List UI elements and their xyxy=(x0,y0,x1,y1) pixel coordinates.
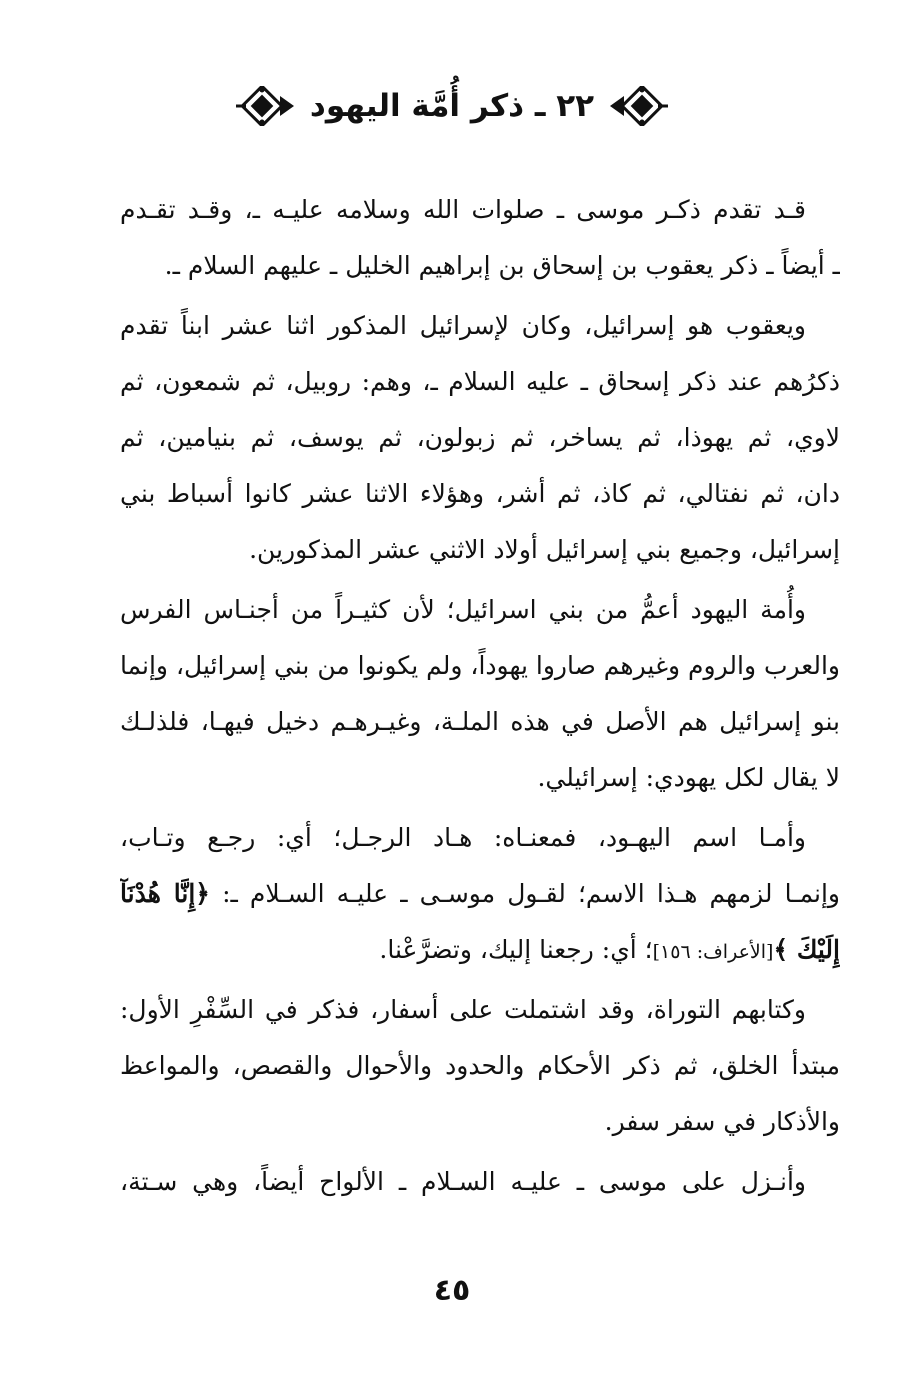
ornament-left-icon xyxy=(234,86,296,126)
quran-verse-start xyxy=(120,879,210,908)
quran-bracket-open: ﴿ xyxy=(195,879,210,908)
text-line: لاوي، ثم يهوذا، ثم يساخر، ثم زبولون، ثم يوسف، ثم بنيامين، ثم xyxy=(120,423,840,452)
chapter-number: ٢٢ xyxy=(556,88,595,124)
page-title xyxy=(310,88,594,124)
ornament-right-icon xyxy=(608,86,670,126)
text-line: وكتابهم التوراة، وقد اشتملت على أسفار، فذكر في السِّفْرِ الأول: xyxy=(120,995,806,1024)
paragraph-4 xyxy=(120,810,840,978)
text-line: وأُمة اليهود أعمُّ من بني اسرائيل؛ لأن كثيـراً من أجنـاس الفرس xyxy=(120,595,806,624)
line-text: ؛ أي: رجعنا إليك، وتضرَّعْنا. xyxy=(379,935,653,964)
quran-text-part1: إِنَّا هُدْنَآ xyxy=(120,879,196,908)
quran-verse-end xyxy=(773,935,840,964)
text-line: إسرائيل، وجميع بني إسرائيل أولاد الاثني عشر المذكورين. xyxy=(249,535,840,564)
text-line: لا يقال لكل يهودي: إسرائيلي. xyxy=(537,763,840,792)
text-line xyxy=(120,922,840,978)
text-line: قـد تقدم ذكـر موسى ـ صلوات الله وسلامه عليـه ـ، وقـد تقـدم xyxy=(120,195,806,224)
text-line xyxy=(120,866,840,922)
quran-bracket-close: ﴾ xyxy=(773,935,789,964)
line-text: وإنمـا لزمهم هـذا الاسم؛ لقـول موسـى ـ عليـه السـلام ـ: xyxy=(222,879,840,908)
body-text xyxy=(120,182,840,1210)
paragraph-2 xyxy=(120,298,840,578)
paragraph-1 xyxy=(120,182,840,294)
chapter-title: ذكر أُمَّة اليهود xyxy=(309,88,525,124)
text-line: والعرب والروم وغيرهم صاروا يهوداً، ولم يكونوا من بني إسرائيل، وإنما xyxy=(120,651,840,680)
paragraph-3 xyxy=(120,582,840,806)
paragraph-6 xyxy=(120,1154,840,1210)
text-line: مبتدأ الخلق، ثم ذكر الأحكام والحدود والأحوال والقصص، والمواعظ xyxy=(120,1051,840,1080)
text-line: ويعقوب هو إسرائيل، وكان لإسرائيل المذكور اثنا عشر ابناً تقدم xyxy=(120,311,806,340)
page-number: ٤٥ xyxy=(433,1273,471,1308)
text-line: وأمـا اسم اليهـود، فمعنـاه: هـاد الرجـل؛ أي: رجـع وتـاب، xyxy=(120,823,806,852)
chapter-heading xyxy=(0,86,904,126)
text-line: وأنـزل على موسى ـ عليـه السـلام ـ الألواح أيضاً، وهي سـتة، xyxy=(120,1167,806,1196)
text-line: دان، ثم نفتالي، ثم كاذ، ثم أشر، وهؤلاء الاثنا عشر كانوا أسباط بني xyxy=(120,479,840,508)
text-line: والأذكار في سفر سفر. xyxy=(604,1107,840,1136)
text-line: ـ أيضاً ـ ذكر يعقوب بن إسحاق بن إبراهيم الخليل ـ عليهم السلام ـ. xyxy=(164,251,840,280)
text-line: ذكرُهم عند ذكر إسحاق ـ عليه السلام ـ، وهم: روبيل، ثم شمعون، ثم xyxy=(120,367,840,396)
heading-separator: ـ xyxy=(534,88,546,124)
quran-text-part2: إِلَيْكَ xyxy=(796,935,840,964)
verse-reference: [الأعراف: ١٥٦] xyxy=(652,941,774,963)
paragraph-5 xyxy=(120,982,840,1150)
text-line: بنو إسرائيل هم الأصل في هذه الملـة، وغيـرهـم دخيل فيهـا، فلذلـك xyxy=(120,707,840,736)
